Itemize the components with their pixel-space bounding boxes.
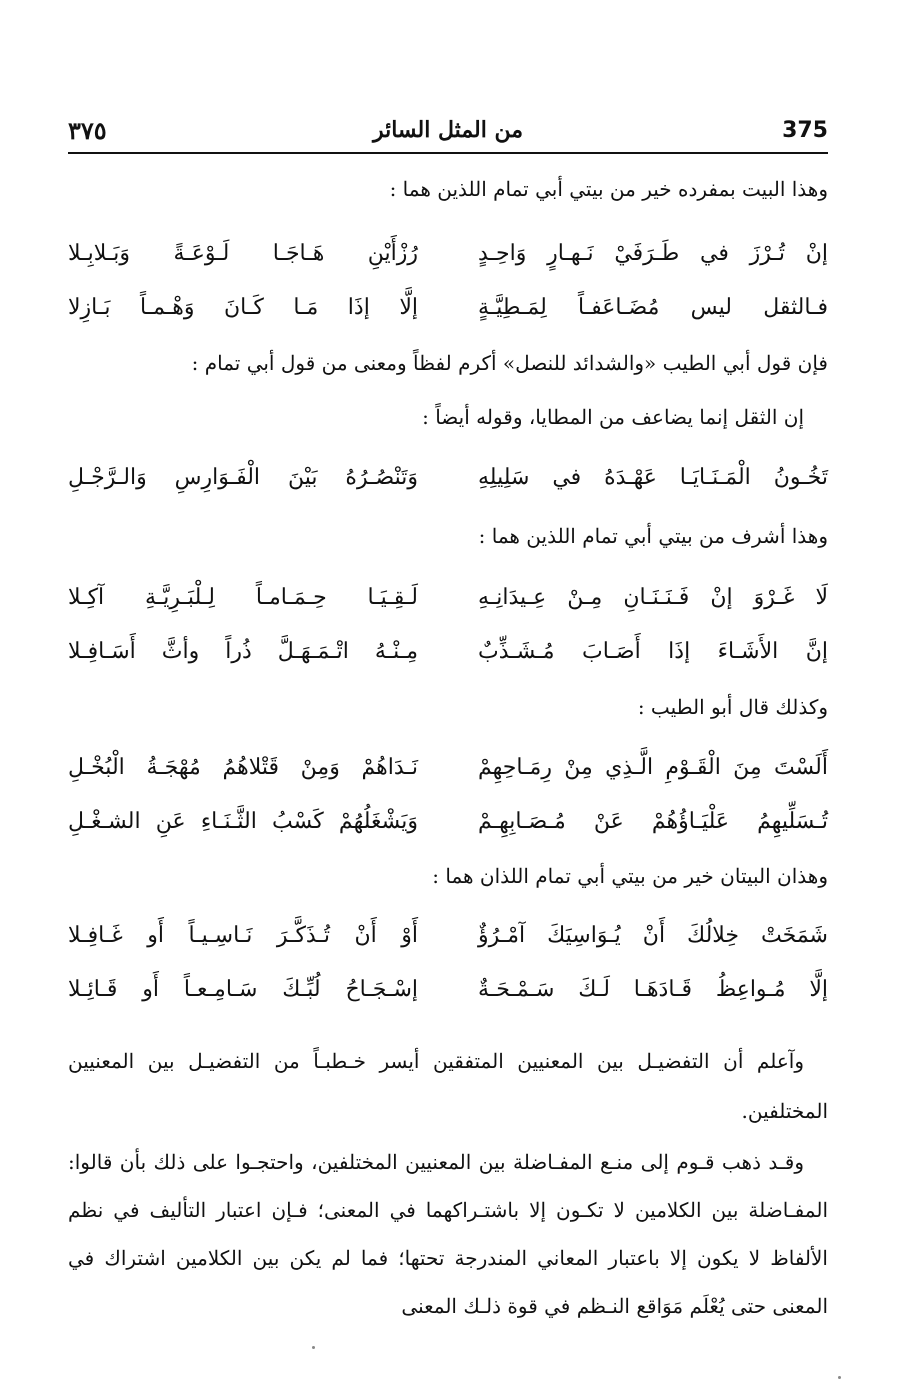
second-hemistich: لَـقِـيَـا حِـمَـامـاً لِـلْبَـرِيَّـةِ آكِـلا xyxy=(68,584,418,610)
second-hemistich: إسْـجَـاحُ لُبِّـكَ سَـامِـعـاً أَو قَـائِـلا xyxy=(68,976,418,1002)
verse-block xyxy=(68,450,828,504)
second-hemistich: نَـدَاهُمْ وَمِنْ قَتْلاهُمُ مُهْجَـةُ الْبُخْـلِ xyxy=(68,754,418,780)
first-hemistich: تُـسَلِّيهِمُ عَلْيَـاؤُهُمْ عَنْ مُـصَـابِهِـمْ xyxy=(478,808,828,834)
second-hemistich: إلَّا إذَا مَـا كَـانَ وَهْـمـاً بَـازِلا xyxy=(68,294,418,320)
first-hemistich: فـالثقل ليس مُضَـاعَفـاً لِمَـطِيَّـةٍ xyxy=(478,294,828,320)
verse-line xyxy=(68,570,828,624)
first-hemistich: إنَّ الأَشَـاءَ إذَا أَصَـابَ مُـشَـذِّبٌ xyxy=(478,638,828,664)
second-hemistich: وَتَنْصُـرُهُ بَيْنَ الْفَـوَارِسِ وَالـرَّجْـلِ xyxy=(68,464,418,490)
intro-line: وهذا البيت بمفرده خير من بيتي أبي تمام اللذين هما : xyxy=(389,177,828,201)
page-number: 375 xyxy=(782,117,828,143)
page-header xyxy=(68,108,828,154)
first-hemistich: شَمَخَتْ خِلالُكَ أَنْ يُـوَاسِيَكَ آمْـرُؤٌ xyxy=(478,922,828,948)
page-number-arabic: ٣٧٥ xyxy=(68,115,107,145)
verse-line xyxy=(68,280,828,334)
body-paragraph: وقـد ذهب قـوم إلى منـع المفـاضلة بين المعنيين المختلفين، واحتجـوا على ذلك بأن قالوا: المفـاضلة بين الكلامين لا تكـون إلا باشتـراكهما في المعنى؛ فـإن اعتبار التأليف في نظم الألفاظ لا يكون إلا باعتبار المعاني المندرجة تحتها؛ فما لم يكن بين الكلامين اشتراك في المعنى حتى يُعْلَم مَوَاقع النـظم في قوة ذلـك المعنى xyxy=(68,1150,828,1318)
second-hemistich: مِـنْـهُ اتْـمَـهَـلَّ ذُراً وأثَّ أَسَـافِـلا xyxy=(68,638,418,664)
second-hemistich: وَيَشْغَلُهُمْ كَسْبُ الثَّـنَـاءِ عَنِ الشـغْـلِ xyxy=(68,808,418,834)
verse-block xyxy=(68,740,828,848)
verse-block xyxy=(68,570,828,678)
print-speck xyxy=(838,1376,841,1379)
verse-line xyxy=(68,794,828,848)
print-speck xyxy=(312,1346,315,1349)
verse-block xyxy=(68,226,828,334)
body-paragraph: وآعلم أن التفضيـل بين المعنيين المتفقين أيسر خـطبـاً من التفضيـل بين المعنيين المختلفين. xyxy=(68,1049,828,1123)
verse-line xyxy=(68,962,828,1016)
second-hemistich: أَوْ أَنْ تُـذَكَّـرَ نَـاسِـيـاً أَو غَـافِـلا xyxy=(68,922,418,948)
first-hemistich: لَا غَـرْوَ إنْ فَـنَـنَـانِ مِـنْ عِـيدَانِـهِ xyxy=(478,584,828,610)
running-title: من المثل السائر xyxy=(372,117,524,143)
intro-line: وهذان البيتان خير من بيتي أبي تمام اللذان هما : xyxy=(432,864,828,888)
second-hemistich: رُزْأَيْنِ هَـاجَـا لَـوْعَـةً وَبَـلابِـلا xyxy=(68,240,418,266)
verse-line xyxy=(68,450,828,504)
first-hemistich: إلَّا مُـواعِظُ قَـادَهَـا لَـكَ سَـمْـحَـةٌ xyxy=(478,976,828,1002)
verse-line xyxy=(68,740,828,794)
intro-line: وكذلك قال أبو الطيب : xyxy=(637,695,828,719)
intro-line: فإن قول أبي الطيب «والشدائد للنصل» أكرم لفظاً ومعنى من قول أبي تمام : xyxy=(191,351,828,375)
intro-line: وهذا أشرف من بيتي أبي تمام اللذين هما : xyxy=(478,524,828,548)
intro-line: إن الثقل إنما يضاعف من المطايا، وقوله أيضاً : xyxy=(422,405,804,429)
verse-block xyxy=(68,908,828,1016)
verse-line xyxy=(68,908,828,962)
verse-line xyxy=(68,624,828,678)
first-hemistich: إنْ تُـرْزَ في طَـرَفَيْ نَـهـارٍ وَاحِـدٍ xyxy=(478,240,828,266)
first-hemistich: تَخُـونُ الْمَـنَـايَـا عَهْـدَهُ في سَلِيلِهِ xyxy=(478,464,828,490)
first-hemistich: أَلَسْتَ مِنَ الْقَـوْمِ الَّـذِي مِنْ رِمَـاحِهِمْ xyxy=(478,754,828,780)
verse-line xyxy=(68,226,828,280)
